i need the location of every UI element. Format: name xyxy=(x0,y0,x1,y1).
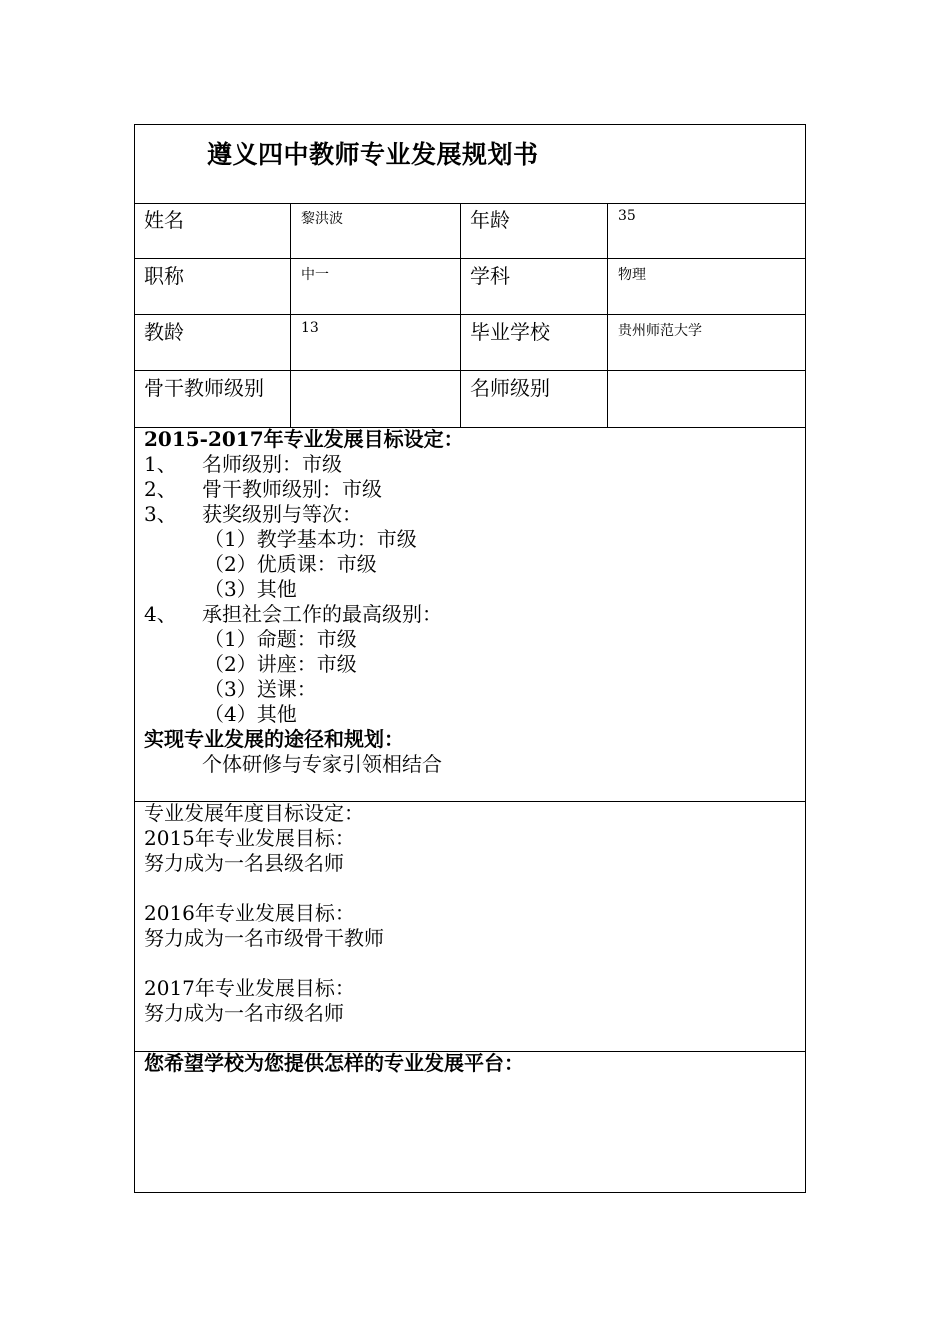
title-row xyxy=(135,125,805,204)
teaching-years-cell[interactable] xyxy=(291,315,461,370)
award-item: （2）优质课：市级 xyxy=(204,552,377,576)
famous-label: 名师级别 xyxy=(470,376,550,400)
path-text: 个体研修与专家引领相结合 xyxy=(202,752,442,776)
planning-form xyxy=(134,124,806,1193)
backbone-cell[interactable] xyxy=(291,371,461,427)
path-heading: 实现专业发展的途径和规划： xyxy=(144,727,404,751)
rank-label: 职称 xyxy=(144,264,184,288)
subject-cell[interactable] xyxy=(608,259,805,314)
subject-label: 学科 xyxy=(470,264,510,288)
goals-section[interactable] xyxy=(135,427,805,802)
year-2016-text: 努力成为一名市级骨干教师 xyxy=(144,926,384,950)
social-item: （3）送课： xyxy=(204,677,317,701)
social-item: （1）命题：市级 xyxy=(204,627,357,651)
school-cell[interactable] xyxy=(608,315,805,370)
award-item: （1）教学基本功：市级 xyxy=(204,527,417,551)
info-row-level xyxy=(135,371,805,428)
rank-cell[interactable] xyxy=(291,259,461,314)
school-label: 毕业学校 xyxy=(470,320,550,344)
backbone-label: 骨干教师级别 xyxy=(144,376,264,400)
rank-value: 中一 xyxy=(301,267,329,283)
name-cell[interactable] xyxy=(291,203,461,258)
platform-heading: 您希望学校为您提供怎样的专业发展平台： xyxy=(144,1051,524,1075)
goal-item: 4、 承担社会工作的最高级别： xyxy=(144,602,442,626)
goals-heading: 2015-2017年专业发展目标设定： xyxy=(144,427,464,451)
social-item: （2）讲座：市级 xyxy=(204,652,357,676)
info-table xyxy=(135,203,805,428)
age-value: 35 xyxy=(618,208,636,224)
year-2015-text: 努力成为一名县级名师 xyxy=(144,851,344,875)
teaching-years-label: 教龄 xyxy=(144,320,184,344)
goal-item: 1、 名师级别：市级 xyxy=(144,452,342,476)
year-2017-label: 2017年专业发展目标： xyxy=(144,976,355,1000)
school-value: 贵州师范大学 xyxy=(618,323,702,339)
yearly-goals-section[interactable] xyxy=(135,801,805,1052)
subject-value: 物理 xyxy=(618,267,646,283)
social-item: （4）其他 xyxy=(204,702,297,726)
page-title: 遵义四中教师专业发展规划书 xyxy=(207,140,539,169)
yearly-heading: 专业发展年度目标设定： xyxy=(144,801,364,825)
goal-item: 3、 获奖级别与等次： xyxy=(144,502,362,526)
teaching-years-value: 13 xyxy=(301,320,319,336)
year-2017-text: 努力成为一名市级名师 xyxy=(144,1001,344,1025)
platform-section[interactable] xyxy=(135,1051,805,1192)
name-label: 姓名 xyxy=(144,208,184,232)
famous-cell[interactable] xyxy=(608,371,805,427)
age-cell[interactable] xyxy=(608,203,805,258)
info-row-rank xyxy=(135,259,805,315)
goal-item: 2、 骨干教师级别：市级 xyxy=(144,477,382,501)
year-2015-label: 2015年专业发展目标： xyxy=(144,826,355,850)
year-2016-label: 2016年专业发展目标： xyxy=(144,901,355,925)
info-row-name xyxy=(135,203,805,259)
award-item: （3）其他 xyxy=(204,577,297,601)
name-value: 黎洪波 xyxy=(301,211,343,227)
age-label: 年龄 xyxy=(470,208,510,232)
info-row-teaching xyxy=(135,315,805,371)
